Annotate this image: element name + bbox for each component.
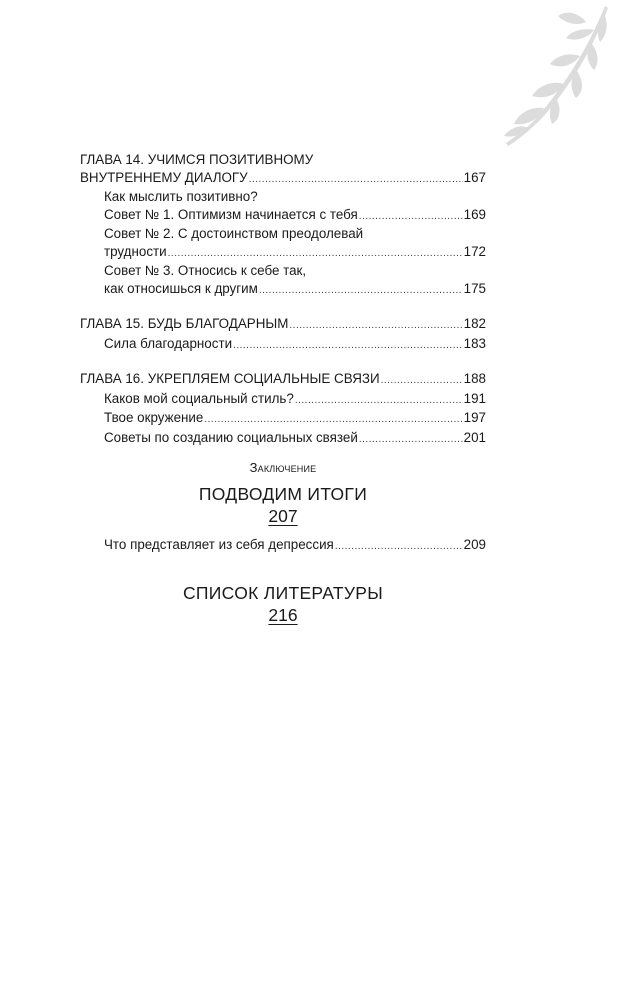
dot-leader xyxy=(295,392,463,410)
chapter-16-page: 188 xyxy=(463,371,486,386)
chapter-14-intro: Как мыслить позитивно? xyxy=(104,189,258,204)
chapter-14 xyxy=(80,151,486,299)
tip-3-title-line2: как относишься к другим xyxy=(104,280,258,296)
tip-1-page: 169 xyxy=(463,206,486,222)
tip-2-entry[interactable] xyxy=(80,243,486,263)
tip-2-title-line1: Совет № 2. С достоинством преодолевай xyxy=(104,226,364,241)
dot-leader xyxy=(359,431,463,449)
chapter-16-sub-1-entry[interactable] xyxy=(80,390,486,410)
chapter-16-sub-2-title: Твое окружение xyxy=(104,410,204,425)
chapter-14-page: 167 xyxy=(463,169,486,185)
conclusion-page: 207 xyxy=(268,506,298,526)
tip-1-title: Совет № 1. Оптимизм начинается с тебя xyxy=(104,206,358,222)
chapter-15-sub-1-title: Сила благодарности xyxy=(104,335,233,351)
chapter-16-sub-3-entry[interactable] xyxy=(80,429,486,449)
chapter-14-entry[interactable] xyxy=(80,169,486,189)
chapter-16-sub-3-page: 201 xyxy=(463,429,486,445)
leaf-branch-icon xyxy=(458,0,618,150)
chapter-15 xyxy=(80,315,486,354)
dot-leader xyxy=(381,372,463,390)
chapter-15-entry[interactable] xyxy=(80,315,486,335)
chapter-16-sub-2-page: 197 xyxy=(463,410,486,425)
conclusion-entry-page: 209 xyxy=(463,537,486,552)
tip-2-page: 172 xyxy=(463,243,486,259)
dot-leader xyxy=(233,337,463,355)
tip-3-entry[interactable] xyxy=(80,280,486,300)
chapter-15-page: 182 xyxy=(463,316,486,331)
chapter-16-sub-2-entry[interactable] xyxy=(80,409,486,429)
table-of-contents xyxy=(80,151,486,464)
conclusion-entry-title: Что представляет из себя депрессия xyxy=(104,537,334,552)
chapter-16-sub-1-title: Каков мой социальный стиль? xyxy=(104,390,294,406)
conclusion-label: Заключение xyxy=(249,460,317,475)
chapter-16-sub-3-title: Советы по созданию социальных связей xyxy=(104,429,358,445)
tip-2-title-line2: трудности xyxy=(104,243,167,259)
dot-leader xyxy=(359,208,463,226)
tip-1-entry[interactable] xyxy=(80,206,486,226)
dot-leader xyxy=(259,282,463,300)
tip-3-page: 175 xyxy=(463,280,486,296)
chapter-15-sub-1-entry[interactable] xyxy=(80,335,486,355)
tip-3-title-line1: Совет № 3. Относись к себе так, xyxy=(104,263,307,278)
dot-leader xyxy=(168,245,463,263)
references-title[interactable]: СПИСОК ЛИТЕРАТУРЫ xyxy=(182,583,384,603)
chapter-16-entry[interactable] xyxy=(80,370,486,390)
dot-leader xyxy=(204,411,462,429)
dot-leader xyxy=(335,538,463,556)
chapter-16-sub-1-page: 191 xyxy=(463,390,486,406)
dot-leader xyxy=(289,317,462,335)
conclusion-entry[interactable] xyxy=(104,536,486,556)
chapter-14-title-line1: ГЛАВА 14. УЧИМСЯ ПОЗИТИВНОМУ xyxy=(80,152,314,167)
chapter-15-title: ГЛАВА 15. БУДЬ БЛАГОДАРНЫМ xyxy=(80,316,289,331)
dot-leader xyxy=(249,171,463,189)
chapter-16 xyxy=(80,370,486,448)
chapter-15-sub-1-page: 183 xyxy=(463,335,486,351)
chapter-16-title: ГЛАВА 16. УКРЕПЛЯЕМ СОЦИАЛЬНЫЕ СВЯЗИ xyxy=(80,371,380,386)
references-page: 216 xyxy=(268,605,298,625)
chapter-14-title-line2: ВНУТРЕННЕМУ ДИАЛОГУ xyxy=(80,169,248,185)
conclusion-title[interactable]: ПОДВОДИМ ИТОГИ xyxy=(198,484,368,504)
